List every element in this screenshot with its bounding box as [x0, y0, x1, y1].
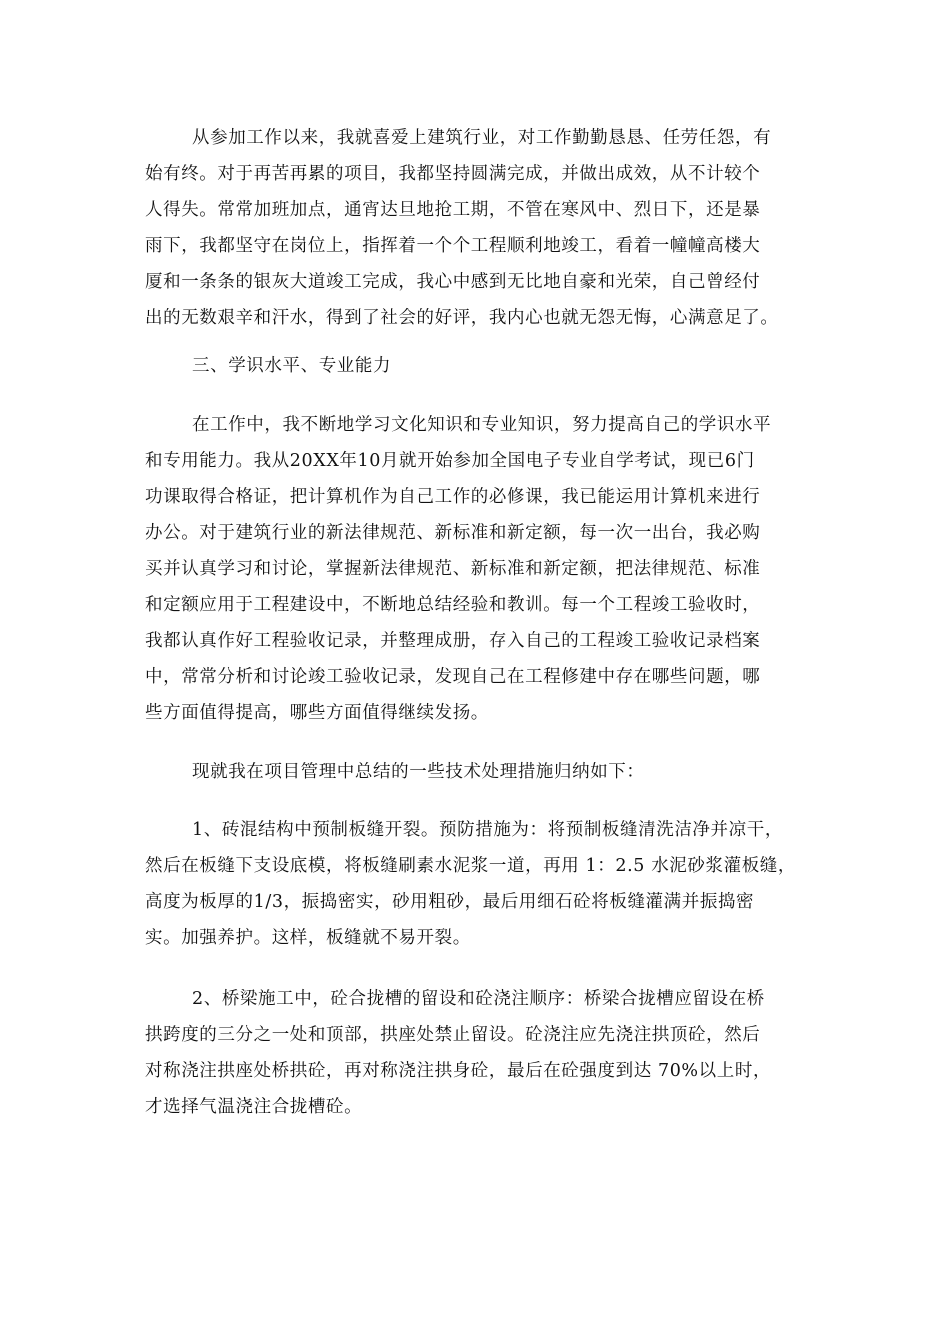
- section-heading: 三、学识水平、专业能力: [192, 356, 392, 376]
- paragraph-line: 办公。对于建筑行业的新法律规范、新标准和新定额，每一次一出台，我必购: [145, 523, 761, 543]
- paragraph-line: 1、砖混结构中预制板缝开裂。预防措施为：将预制板缝清洗洁净并凉干，: [192, 820, 783, 840]
- paragraph-line: 高度为板厚的1/3，振捣密实，砂用粗砂，最后用细石砼将板缝灌满并振捣密: [145, 892, 755, 912]
- paragraph-line: 现就我在项目管理中总结的一些技术处理措施归纳如下：: [192, 762, 645, 782]
- paragraph-line: 出的无数艰辛和汗水，得到了社会的好评，我内心也就无怨无悔，心满意足了。: [145, 308, 779, 328]
- paragraph-line: 拱跨度的三分之一处和顶部，拱座处禁止留设。砼浇注应先浇注拱顶砼，然后: [145, 1025, 761, 1045]
- paragraph-line: 实。加强养护。这样，板缝就不易开裂。: [145, 928, 471, 948]
- paragraph-line: 雨下，我都坚守在岗位上，指挥着一个个工程顺利地竣工，看着一幢幢高楼大: [145, 236, 761, 256]
- paragraph-line: 始有终。对于再苦再累的项目，我都坚持圆满完成，并做出成效，从不计较个: [145, 164, 761, 184]
- paragraph-line: 在工作中，我不断地学习文化知识和专业知识，努力提高自己的学识水平: [192, 415, 772, 435]
- paragraph-line: 些方面值得提高，哪些方面值得继续发扬。: [145, 703, 489, 723]
- paragraph-line: 和定额应用于工程建设中，不断地总结经验和教训。每一个工程竣工验收时，: [145, 595, 761, 615]
- paragraph-line: 才选择气温浇注合拢槽砼。: [145, 1097, 363, 1117]
- paragraph-line: 我都认真作好工程验收记录，并整理成册，存入自己的工程竣工验收记录档案: [145, 631, 761, 651]
- paragraph-line: 和专用能力。我从20XX年10月就开始参加全国电子专业自学考试，现已6门: [145, 451, 755, 471]
- paragraph-line: 功课取得合格证，把计算机作为自己工作的必修课，我已能运用计算机来进行: [145, 487, 761, 507]
- paragraph-line: 然后在板缝下支设底模，将板缝刷素水泥浆一道，再用 1：2.5 水泥砂浆灌板缝，: [145, 856, 796, 876]
- paragraph-line: 对称浇注拱座处桥拱砼，再对称浇注拱身砼，最后在砼强度到达 70%以上时，: [145, 1061, 772, 1081]
- paragraph-line: 买并认真学习和讨论，掌握新法律规范、新标准和新定额，把法律规范、标准: [145, 559, 761, 579]
- paragraph-line: 厦和一条条的银灰大道竣工完成，我心中感到无比地自豪和光荣，自己曾经付: [145, 272, 761, 292]
- paragraph-line: 从参加工作以来，我就喜爱上建筑行业，对工作勤勤恳恳、任劳任怨，有: [192, 128, 772, 148]
- paragraph-line: 2、桥梁施工中，砼合拢槽的留设和砼浇注顺序：桥梁合拢槽应留设在桥: [192, 989, 765, 1009]
- paragraph-line: 中，常常分析和讨论竣工验收记录，发现自己在工程修建中存在哪些问题，哪: [145, 667, 761, 687]
- paragraph-line: 人得失。常常加班加点，通宵达旦地抢工期，不管在寒风中、烈日下，还是暴: [145, 200, 761, 220]
